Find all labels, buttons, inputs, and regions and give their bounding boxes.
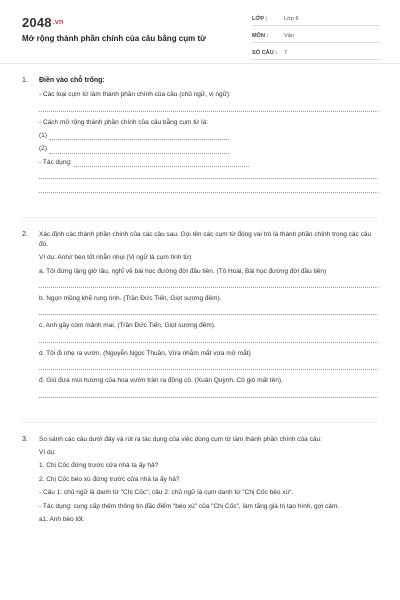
answer-line[interactable] [39,280,378,288]
answer-line[interactable] [39,390,378,398]
answer-line[interactable] [39,104,378,112]
answer-line[interactable] [49,148,229,154]
sentence-1: 1. Chị Cốc đứng trước cửa nhà ta ấy hả? [39,462,159,470]
sentence-2: 2. Chị Cốc béo xù đứng trước cửa nhà ta ấy hả? [39,475,180,483]
sentence-b: b. Ngọn mồng khẽ rung rinh. (Trần Đức Tiến, Giọt sương đêm). [39,294,222,302]
answer-line[interactable] [39,307,378,315]
answer-line[interactable] [39,362,378,370]
comment-line: - Câu 1: chủ ngữ là danh từ "Chị Cốc"; câu 2: chủ ngữ là cụm danh từ "Chị Cốc béo xù". [39,489,294,497]
prompt-line [39,158,378,167]
page-title: Mở rộng thành phần chính của câu bằng cụm từ [22,34,206,43]
sentence-e: đ. Gió đưa mùi hương của hoa vườn tràn ra đồng cỏ. (Xuân Quỳnh, Cỏ gió mất tên). [39,377,283,385]
question-number: 1. [22,77,28,84]
meta-value-subject: Văn [284,32,294,39]
option-label: (2) [39,145,47,153]
question-title: Điền vào chỗ trống: [39,77,105,84]
logo-suffix: .vn [52,19,64,26]
sentence-c: c. Anh gầy còm mảnh mai. (Trần Đức Tiến, Giọt sương đêm). [39,322,216,330]
answer-line[interactable] [39,185,378,193]
meta-row-class [252,12,380,26]
question-text: Xác định các thành phần chính của các câu sau. Gọi tên các cụm từ đóng vai trò là thành phần chính trong các câu đó. [39,231,372,248]
logo-number: 2048 [22,15,52,30]
answer-line[interactable] [74,161,249,167]
example-line: Ví dụ: Anh// béo tốt nhẵn nhụi (Vị ngữ là cụm tính từ) [39,254,192,262]
prompt-line: - Cách mở rộng thành phần chính của câu bằng cụm từ là: [39,118,209,126]
question-1 [22,76,378,199]
answer-line[interactable] [39,171,378,179]
meta-value-class: Lớp 6 [284,15,299,22]
worksheet-content [0,64,400,529]
divider [22,422,378,423]
worksheet-header [0,0,400,64]
answer-line[interactable] [39,335,378,343]
sentence-a1: a1. Anh béo tốt. [39,516,85,524]
option-line [39,131,378,140]
answer-line[interactable] [49,134,229,140]
question-number: 2. [22,231,28,239]
site-logo[interactable] [22,14,63,33]
meta-value-count: 7 [284,49,288,56]
question-text: So sánh các câu dưới đây và rút ra tác dụng của việc dùng cụm từ làm thành phần chính của câu: [39,435,322,443]
meta-row-count [252,46,380,60]
meta-row-subject [252,29,380,43]
example-line: Ví dụ: [39,449,56,457]
meta-label-class: LỚP : [252,15,268,22]
option-label: (1) [39,131,47,139]
prompt-label: - Tác dụng: [39,158,72,166]
question-number: 3. [22,435,28,443]
question-3 [22,435,378,529]
question-2 [22,230,378,403]
meta-label-subject: MÔN : [252,32,269,39]
sentence-a: a. Tôi đứng lặng giờ lâu, nghĩ về bài học đường đời đầu tiên. (Tô Hoài, Bài học đường đời đầu tiên) [39,267,327,275]
divider [22,217,378,218]
option-line [39,144,378,153]
comment-line: - Tác dụng: cung cấp thêm thông tin đặc điểm "béo xù" của "Chị Cốc", làm tăng giá trị tạo hình, gợi cảm. [39,502,340,510]
sentence-d: d. Tôi đi nhẹ ra vườn. (Nguyễn Ngọc Thuần, Vừa nhắm mắt vừa mở mắt) [39,349,251,357]
meta-label-count: SỐ CÂU : [252,49,278,56]
prompt-line: - Các loại cụm từ làm thành phần chính của câu (chủ ngữ, vị ngữ): [39,91,231,99]
worksheet-meta [252,12,380,63]
